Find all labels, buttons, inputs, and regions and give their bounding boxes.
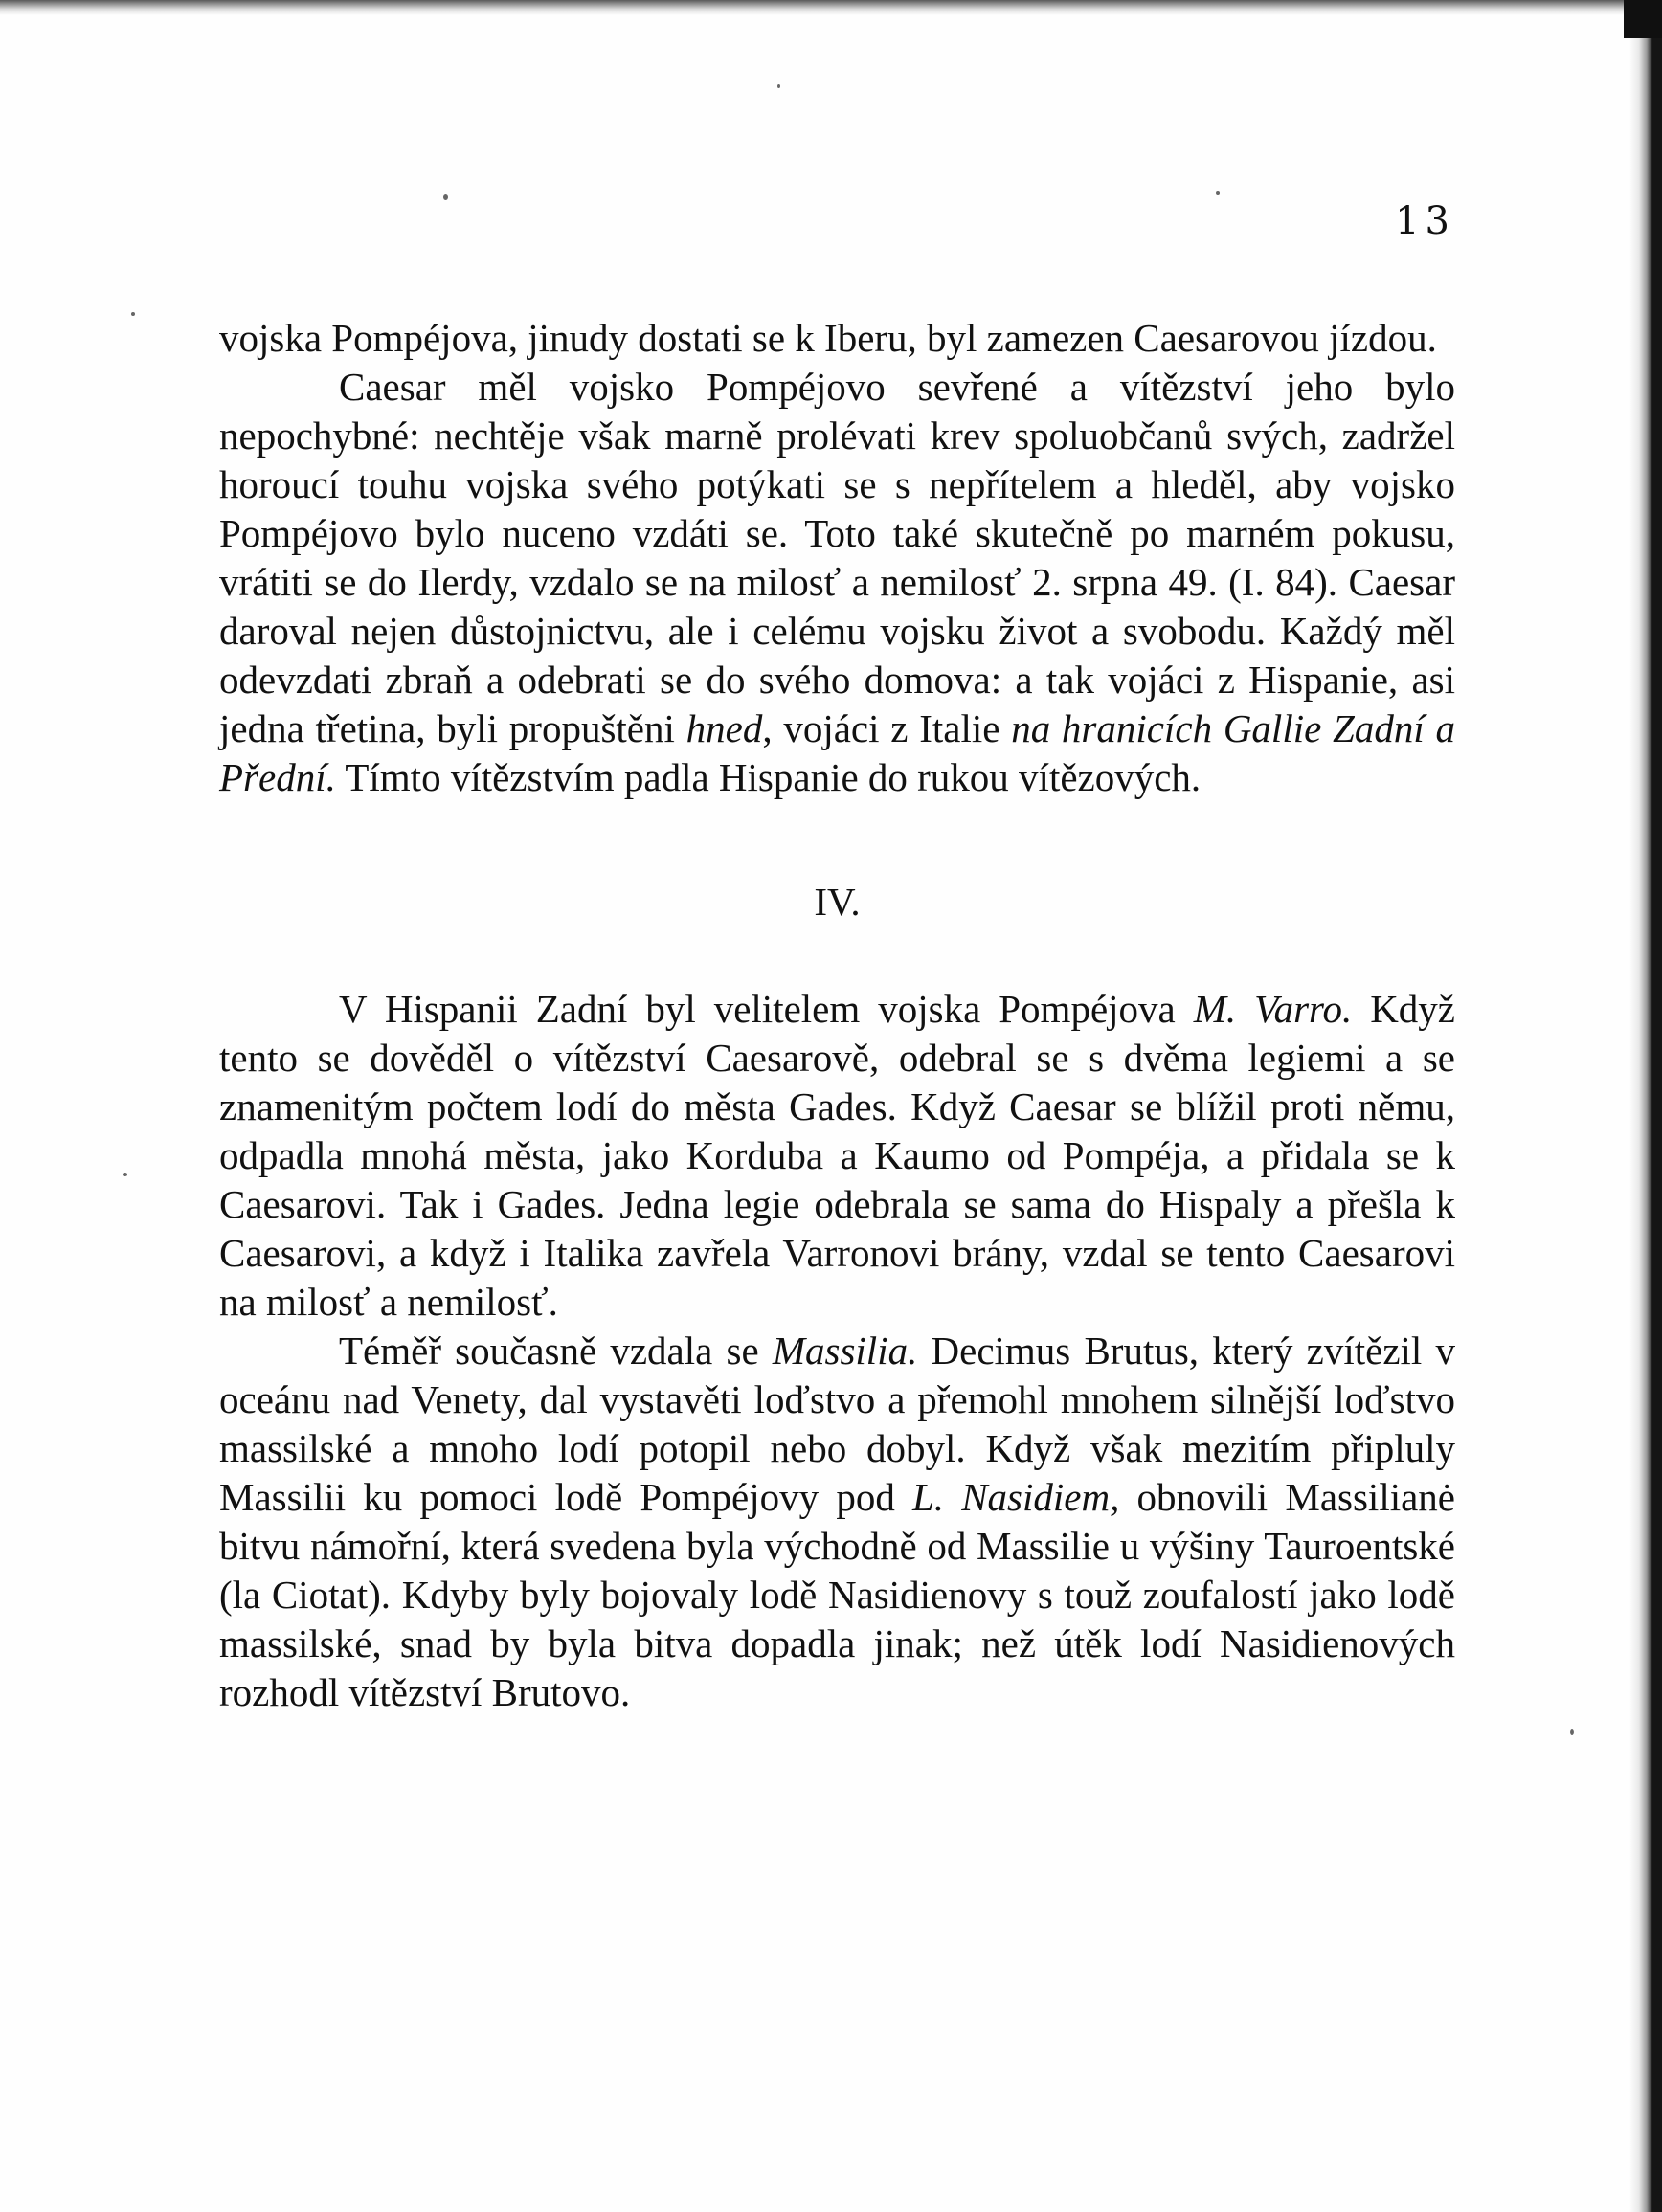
caesar-paragraph-continued: , vojáci z Italie bbox=[762, 706, 1012, 750]
emphasis-varro: M. Varro. bbox=[1193, 987, 1353, 1031]
scan-right-edge bbox=[1629, 0, 1662, 2212]
massilia-paragraph-middle: Decimus Brutus, který zvítězil v oceánu nad Venety, dal vystavěti loďstvo a přemohl mnohem silnější loďstvo massilské a mnoho lodí potopil nebo dobyl. Když však mezitím připluly Massilii ku pomoci lodě Pompéjovy pod bbox=[219, 1329, 1455, 1519]
emphasis-nasidiem: L. Nasidiem, bbox=[911, 1475, 1120, 1519]
scan-speck bbox=[1570, 1729, 1574, 1735]
scan-corner-shadow bbox=[1624, 0, 1662, 38]
scan-speck bbox=[443, 194, 448, 200]
section-spacer bbox=[219, 802, 1455, 878]
massilia-paragraph-end: obnovili Massilianė bitvu námořní, která svedena byla východně od Massilie u výšiny Tauroentské (la Ciotat). Kdyby byly bojovaly lodě Nasidienovy s touž zoufalostí jako lodě massilské, snad by byla bitva dopadla jinak; než útěk lodí Nasidienových rozhodl vítězství Brutovo. bbox=[219, 1475, 1455, 1714]
continuation-paragraph: vojska Pompéjova, jinudy dostati se k Iberu, byl zamezen Caesarovou jízdou. bbox=[219, 316, 1437, 360]
emphasis-border-phrase: na hranicích Gallie Zadní a Přední. bbox=[219, 706, 1455, 799]
emphasis-massilia: Massilia. bbox=[772, 1329, 918, 1373]
scan-speck bbox=[1216, 191, 1220, 195]
scan-speck bbox=[777, 84, 780, 88]
scan-speck bbox=[131, 312, 135, 316]
emphasis-hned: hned bbox=[685, 706, 763, 750]
varro-paragraph bbox=[219, 985, 1455, 1327]
varro-paragraph-start: V Hispanii Zadní byl velitelem vojska Pompéjova bbox=[339, 987, 1194, 1031]
massilia-paragraph-start: Téměř současně vzdala se bbox=[339, 1329, 773, 1373]
scan-speck bbox=[123, 1173, 127, 1176]
caesar-paragraph-text: Caesar měl vojsko Pompéjovo sevřené a vítězství jeho bylo nepochybné: nechtěje však marně prolévati krev spoluobčanů svých, zadržel horoucí touhu vojska svého potýkati se s nepřítelem a hleděl, aby vojsko Pompéjovo bylo nuceno vzdáti se. Toto také skutečně po marném pokusu, vrátiti se do Ilerdy, vzdalo se na milosť a nemilosť 2. srpna 49. (I. 84). Caesar daroval nejen důstojnictvu, ale i celému vojsku život a svobodu. Každý měl odevzdati zbraň a odebrati se do svého domova: a tak vojáci z Hispanie, asi jedna třetina, byli propuštěni bbox=[219, 365, 1455, 750]
page-number: 13 bbox=[1395, 199, 1455, 243]
scan-top-edge bbox=[0, 0, 1662, 15]
caesar-paragraph-final: Tímto vítězstvím padla Hispanie do rukou vítězových. bbox=[335, 755, 1202, 799]
section-spacer bbox=[219, 927, 1455, 985]
varro-paragraph-rest: Když tento se dověděl o vítězství Caesarově, odebral se s dvěma legiemi a se znamenitým počtem lodí do města Gades. Když Caesar se blížil proti němu, odpadla mnohá města, jako Korduba a Kaumo od Pompéja, a přidala se k Caesarovi. Tak i Gades. Jedna legie odebrala se sama do Hispaly a přešla k Caesarovi, a když i Italika zavřela Varronovi brány, vzdal se tento Caesarovi na milosť a nemilosť. bbox=[219, 987, 1455, 1324]
section-heading: IV. bbox=[814, 880, 861, 924]
body-text bbox=[219, 314, 1455, 1717]
caesar-paragraph bbox=[219, 363, 1455, 802]
massilia-paragraph bbox=[219, 1327, 1455, 1717]
